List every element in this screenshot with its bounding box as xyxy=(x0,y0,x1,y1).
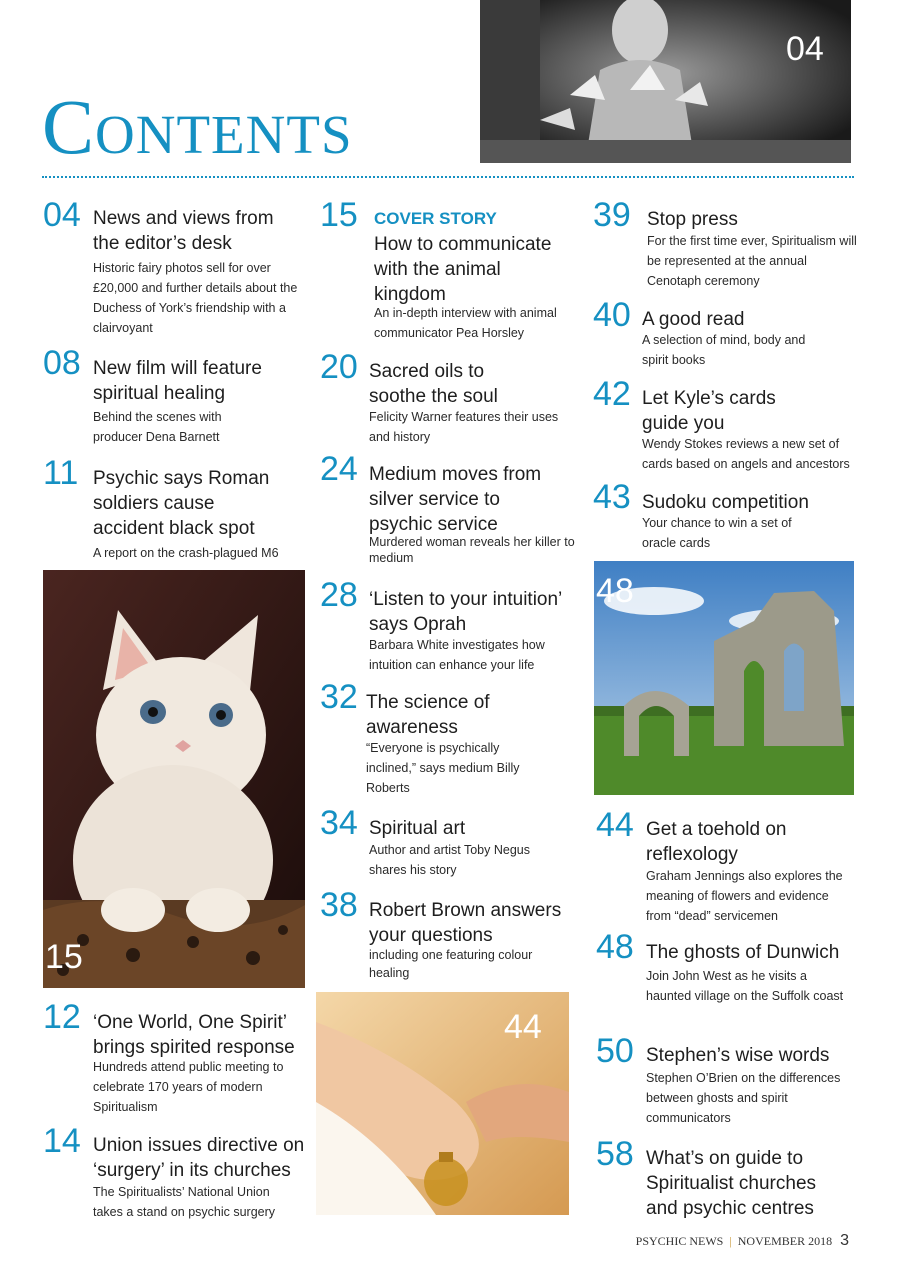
entry-headline: Union issues directive on ‘surgery’ in its churches xyxy=(93,1135,305,1181)
page-number: 3 xyxy=(840,1232,849,1249)
entry-headline: A good read xyxy=(642,309,745,330)
entry-description: The Spiritualists’ National Union takes a stand on psychic surgery xyxy=(93,1185,276,1219)
entry-description: Behind the scenes with producer Dena Barnett xyxy=(93,410,222,444)
page-title: Contents xyxy=(42,83,353,170)
entry-headline: Stop press xyxy=(647,209,738,230)
entry-headline: ‘One World, One Spirit’ brings spirited response xyxy=(93,1012,295,1058)
entry-headline: Sudoku competition xyxy=(642,492,809,513)
entry-headline: The science of awareness xyxy=(366,692,490,738)
page-footer xyxy=(636,1232,849,1250)
entry-headline: Spiritual art xyxy=(369,818,466,839)
entry-headline: Get a toehold on reflexology xyxy=(646,819,787,865)
entry-description: Hundreds attend public meeting to celebrate 170 years of modern Spiritualism xyxy=(93,1060,284,1114)
entry-description: Felicity Warner features their uses and history xyxy=(369,410,559,444)
entry-page-number: 15 xyxy=(320,196,358,234)
entry-page-number: 42 xyxy=(593,375,631,413)
entry-headline: Let Kyle’s cards guide you xyxy=(642,388,776,434)
entry-description: A report on the crash-plagued M6 xyxy=(93,546,279,560)
entry-description: “Everyone is psychically inclined,” says medium Billy Roberts xyxy=(366,741,520,795)
entry-page-number: 50 xyxy=(596,1032,634,1070)
fairy-photo xyxy=(480,0,851,163)
entry-description: Wendy Stokes reviews a new set of cards based on angels and ancestors xyxy=(642,437,850,471)
entry-page-number: 44 xyxy=(596,806,634,844)
entry-headline: How to communicate with the animal kingdom xyxy=(374,234,552,305)
entry-headline: Medium moves from silver service to psychic service xyxy=(369,464,542,535)
magazine-name: PSYCHIC NEWS xyxy=(635,1234,724,1248)
entry-page-number: 34 xyxy=(320,804,358,842)
ruins-photo-page-number: 48 xyxy=(596,572,634,610)
entry-page-number: 58 xyxy=(596,1135,634,1173)
entry-headline: The ghosts of Dunwich xyxy=(646,942,840,963)
entry-page-number: 39 xyxy=(593,196,631,234)
entry-description: Murdered woman reveals her killer to medium xyxy=(369,535,575,565)
entry-headline: News and views from the editor’s desk xyxy=(93,208,274,254)
massage-photo-page-number: 44 xyxy=(504,1008,542,1046)
entry-headline: Stephen’s wise words xyxy=(646,1045,830,1066)
entry-page-number: 48 xyxy=(596,928,634,966)
entry-description: Join John West as he visits a haunted village on the Suffolk coast xyxy=(646,969,844,1003)
divider xyxy=(42,176,854,178)
entry-page-number: 43 xyxy=(593,478,631,516)
cover-story-label: COVER STORY xyxy=(374,209,497,228)
entry-description: including one featuring colour healing xyxy=(369,948,533,980)
entry-page-number: 32 xyxy=(320,678,358,716)
issue-date: NOVEMBER 2018 xyxy=(737,1234,833,1248)
entry-page-number: 12 xyxy=(43,998,81,1036)
fairy-photo-page-number: 04 xyxy=(786,30,824,68)
entry-page-number: 20 xyxy=(320,348,358,386)
entry-page-number: 38 xyxy=(320,886,358,924)
entry-description: An in-depth interview with animal communicator Pea Horsley xyxy=(374,306,557,340)
entry-page-number: 04 xyxy=(43,196,81,234)
footer-separator: | xyxy=(729,1234,732,1248)
entry-headline: Psychic says Roman soldiers cause accident black spot xyxy=(93,468,270,539)
entry-page-number: 11 xyxy=(43,454,79,492)
entry-description: A selection of mind, body and spirit books xyxy=(642,333,806,367)
entry-description: Author and artist Toby Negus shares his story xyxy=(369,843,530,877)
entry-description: Barbara White investigates how intuition can enhance your life xyxy=(369,638,545,672)
entry-headline: Robert Brown answers your questions xyxy=(369,900,562,946)
entry-page-number: 24 xyxy=(320,450,358,488)
entry-headline: What’s on guide to Spiritualist churches and psychic centres xyxy=(646,1148,817,1219)
entry-description: Stephen O’Brien on the differences between ghosts and spirit communicators xyxy=(646,1071,841,1125)
entry-page-number: 28 xyxy=(320,576,358,614)
kitten-photo-page-number: 15 xyxy=(45,938,83,976)
entry-description: For the first time ever, Spiritualism will be represented at the annual Cenotaph ceremony xyxy=(647,234,857,288)
entry-headline: Sacred oils to soothe the soul xyxy=(369,361,498,407)
entry-headline: ‘Listen to your intuition’ says Oprah xyxy=(369,589,562,635)
kitten-photo xyxy=(43,570,305,988)
entry-headline: New film will feature spiritual healing xyxy=(93,358,262,404)
entry-description: Historic fairy photos sell for over £20,000 and further details about the Duchess of York’s friendship with a clairvoyant xyxy=(93,261,298,335)
entry-description: Graham Jennings also explores the meaning of flowers and evidence from “dead” servicemen xyxy=(646,869,843,923)
entry-page-number: 08 xyxy=(43,344,81,382)
entry-description: Your chance to win a set of oracle cards xyxy=(642,516,792,550)
entry-page-number: 14 xyxy=(43,1122,81,1160)
entry-page-number: 40 xyxy=(593,296,631,334)
